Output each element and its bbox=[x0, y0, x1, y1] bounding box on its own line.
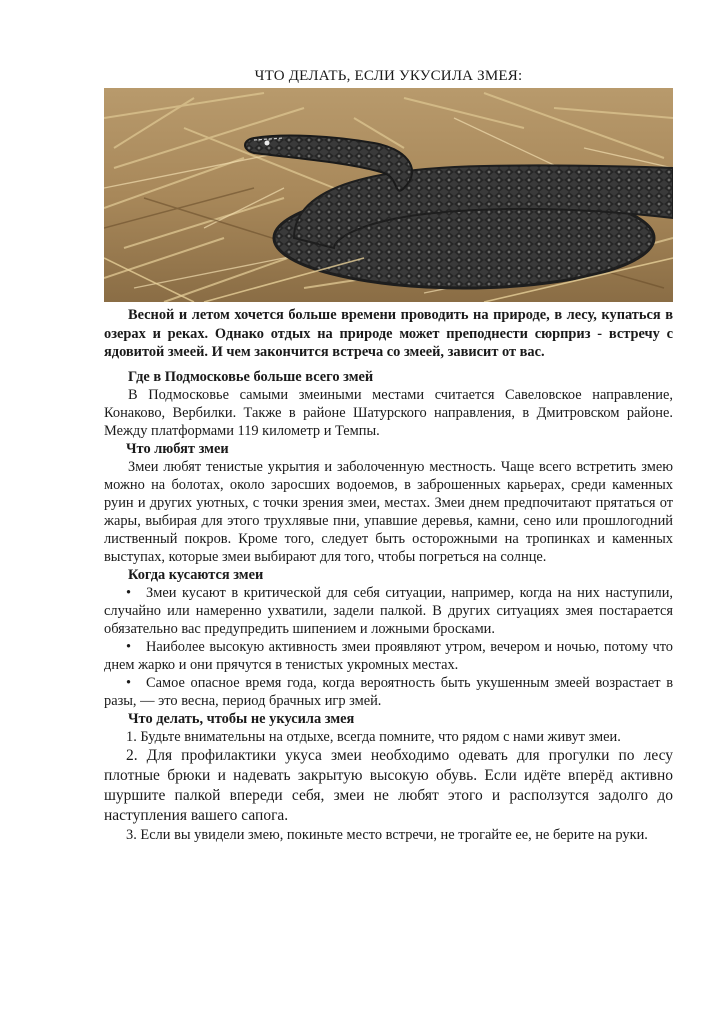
list-item: 3. Если вы увидели змею, покиньте место встречи, не трогайте ее, не берите на руки. bbox=[126, 826, 648, 843]
snake-photo-icon bbox=[104, 88, 673, 302]
list-item: • Наиболее высокую активность змеи проявляют утром, вечером и ночью, потому что днем жарко и они прячутся в тенистых укромных местах. bbox=[104, 638, 673, 673]
section-heading-when: Когда кусаются змеи bbox=[128, 566, 264, 583]
intro-paragraph: Весной и летом хочется больше времени проводить на природе, в лесу, купаться в озерах и реках. Однако отдых на природе может преподнести сюрприз - встречу с ядовитой змеей. И чем закончится встреча со змеей, зависит от вас. bbox=[104, 307, 673, 360]
list-item: • Самое опасное время года, когда вероятность быть укушенным змеей возрастает в разы, — это весна, период брачных игр змей. bbox=[104, 674, 673, 709]
bullet-list bbox=[104, 584, 673, 710]
page-title: ЧТО ДЕЛАТЬ, ЕСЛИ УКУСИЛА ЗМЕЯ: bbox=[254, 68, 523, 84]
section-heading-likes: Что любят змеи bbox=[126, 440, 229, 457]
numbered-list bbox=[104, 728, 673, 844]
snake-photo bbox=[104, 88, 673, 302]
bullet-icon: • bbox=[126, 584, 132, 601]
bullet-icon: • bbox=[126, 674, 132, 691]
article-body bbox=[104, 306, 673, 844]
bullet-icon: • bbox=[126, 638, 132, 655]
list-item: • Змеи кусают в критической для себя ситуации, например, когда на них наступили, случайно или намеренно ухватили, задели палкой. В других ситуациях змея постарается обязательно вас предупредить шипением и ложными бросками. bbox=[104, 584, 673, 637]
list-item: 1. Будьте внимательны на отдыхе, всегда помните, что рядом с нами живут змеи. bbox=[126, 728, 621, 745]
section-text-where: В Подмосковье самыми змеиными местами считается Савеловское направление, Конаково, Вербилки. Также в районе Шатурского направления, в Дмитровском районе. Между платформами 119 километр и Темпы. bbox=[104, 386, 673, 439]
section-heading-prevent: Что делать, чтобы не укусила змея bbox=[128, 710, 355, 727]
list-item: 2. Для профилактики укуса змеи необходимо одевать для прогулки по лесу плотные брюки и надевать закрытую высокую обувь. Если идёте вперёд активно шуршите палкой впереди себя, змеи не любят этого и расползутся задолго до наступления вашего сапога. bbox=[104, 746, 674, 824]
section-heading-where: Где в Подмосковье больше всего змей bbox=[128, 368, 374, 385]
section-text-likes: Змеи любят тенистые укрытия и заболоченную местность. Чаще всего встретить змею можно на болотах, около заросших водоемов, в заброшенных карьерах, среди каменных руин и других уютных, с точки зрения змеи, местах. Змеи днем предпочитают прятаться от жары, выбирая для этого трухлявые пни, упавшие деревья, камни, сено или прошлогодний лиственный покров. Кроме того, следует быть осторожными на тропинках и каменных выступах, которые змеи выбирают для того, чтобы погреться на солнце. bbox=[104, 458, 673, 565]
